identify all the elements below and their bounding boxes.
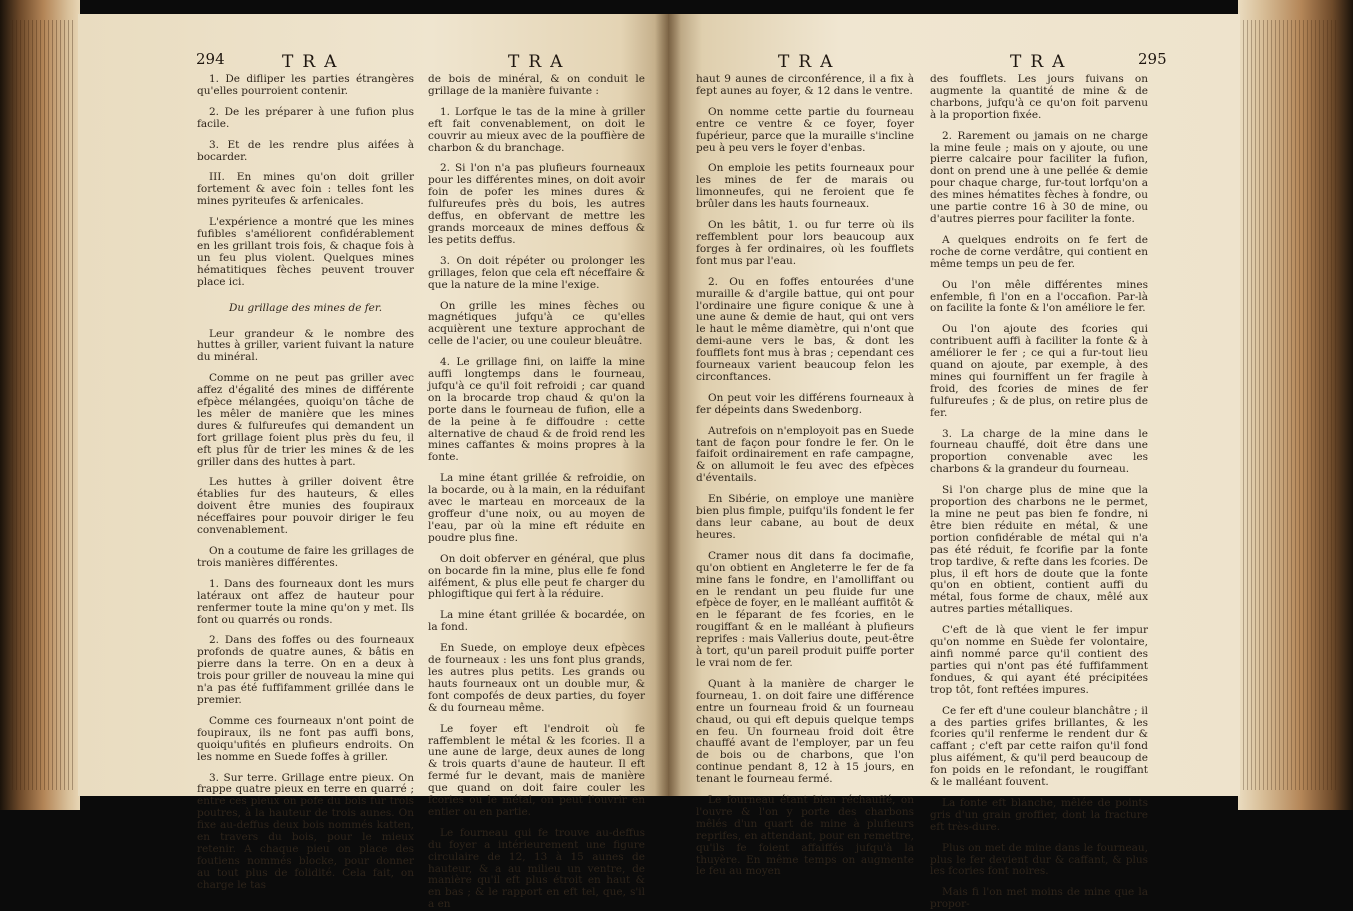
paragraph: Le fourneau qui fe trouve au-deffus du foyer a intérieurement une figure circulaire de 12, 13 à 15 aunes de hauteur, & a au milieu un ventre, de manière qu'il eft plus étroit en haut & en bas ; & le rapport en eft tel, que, s'il a en — [428, 826, 645, 911]
paragraph: C'eft de là que vient le fer impur qu'on nomme en Suède fer volontaire, ainfi nommé parce qu'il contient des parties qui n'ont pas été fuffifamment fondues, & qui ayant été précipitées trop tôt, font reftées impures. — [930, 624, 1148, 696]
right-page-column-1 — [696, 73, 915, 878]
paragraph: Le fourneau étant bien réchauffé, on l'ouvre & l'on y porte des charbons mêlés d'un quart de mine à plufieurs reprifes, en attendant, pour en remettre, qu'ils fe foient affaiffés jufqu'à la thuyère. En même temps on augmente le feu au moyen — [696, 794, 915, 878]
right-page-number: 295 — [1138, 50, 1167, 68]
paragraph: 2. De les préparer à une fufion plus facile. — [197, 105, 414, 130]
section-subheading: Du grillage des mines de fer. — [228, 301, 383, 314]
paragraph: 1. Dans des fourneaux dont les murs latéraux ont affez de hauteur pour renfermer toute la mine qu'on y met. Ils font ou quarrés ou ronds. — [197, 577, 414, 626]
paragraph: La fonte eft blanche, mêlée de points gris d'un grain groffier, dont la fracture eft très-dure. — [930, 796, 1148, 833]
paragraph: des foufflets. Les jours fuivans on augmente la quantité de mine & de charbons, jufqu'à ce qu'on foit parvenu à la proportion fixée. — [930, 73, 1148, 121]
paragraph: 2. Ou en foffes entourées d'une muraille & d'argile battue, qui ont pour l'ordinaire une figure conique & une à une aune & demie de haut, qui ont vers le haut le même diamètre, qui n'ont que demi-aune vers le bas, & dont les foufflets font mus à bras ; cependant ces fourneaux varient beaucoup felon les circonftances. — [696, 275, 914, 383]
right-page-edges — [1238, 0, 1353, 810]
paragraph: On grille les mines fèches ou magnétiques jufqu'à ce qu'elles acquièrent une texture approchant de celle de l'acier, ou une couleur bleuâtre. — [428, 299, 645, 348]
paragraph: En Sibérie, on employe une manière bien plus fimple, puifqu'ils fondent le fer dans leur cabane, au bout de deux heures. — [696, 493, 914, 541]
book-gutter — [655, 14, 681, 796]
paragraph: haut 9 aunes de circonférence, il a fix à fept aunes au foyer, & 12 dans le ventre. — [696, 73, 914, 97]
paragraph: 2. Si l'on n'a pas plufieurs fourneaux pour les différentes mines, on doit avoir foin de pofer les mines dures & fulfureufes près du bois, les autres deffus, en obfervant de mettre les grands morceaux de mines deffous & les petits deffus. — [428, 162, 645, 246]
right-page-column-2 — [930, 73, 1148, 911]
paragraph: On doit obferver en général, que plus on bocarde fin la mine, plus elle fe fond aifément, & plus elle peut fe charger du phlogiftique qui fert à la réduire. — [428, 552, 645, 601]
left-page-column-1 — [197, 73, 414, 891]
paragraph: Si l'on charge plus de mine que la proportion des charbons ne le permet, la mine ne peut pas bien fe fondre, ni être bien réduite en métal, & une portion confidérable de métal qui n'a pas été réduit, fe fcorifie par la fonte trop tardive, & refte dans les fcories. De plus, il eft hors de doute que la fonte qu'on en obtient, contient auffi du métal, fous forme de chaux, mêlé aux autres parties métalliques. — [930, 484, 1148, 616]
paragraph: 1. De difliper les parties étrangères qu'elles pourroient contenir. — [197, 73, 414, 97]
paragraph: de bois de minéral, & on conduit le grillage de la manière fuivante : — [428, 73, 645, 97]
right-running-head-2: TRA — [1010, 52, 1074, 72]
paragraph: On les bâtit, 1. ou fur terre où ils reffemblent pour lors beaucoup aux forges à fer ordinaires, où les foufflets font mus par l'eau. — [696, 219, 914, 267]
paragraph: Comme on ne peut pas griller avec affez d'égalité des mines de différente efpèce mélangées, quoiqu'on tâche de les mêler de manière que les mines dures & fulfureufes qui demandent un fort grillage foient plus près du feu, il eft plus fûr de trier les mines & de les griller dans des huttes à part. — [197, 372, 414, 468]
paragraph: La mine étant grillée & bocardée, on la fond. — [428, 609, 645, 634]
paragraph: En Suede, on employe deux efpèces de fourneaux : les uns font plus grands, les autres plus petits. Les grands ou hauts fourneaux ont un double mur, & font compofés de deux parties, du foyer & du fourneau même. — [428, 642, 645, 714]
paragraph: A quelques endroits on fe fert de roche de corne verdâtre, qui contient en même temps un peu de fer. — [930, 233, 1148, 270]
paragraph: Plus on met de mine dans le fourneau, plus le fer devient dur & caffant, & plus les fcories font noires. — [930, 841, 1148, 878]
paragraph: Quant à la manière de charger le fourneau, 1. on doit faire une différence entre un fourneau froid & un fourneau chaud, ou qui eft depuis quelque temps en feu. Un fourneau froid doit être chauffé avant de l'employer, par un feu de bois ou de charbons, que l'on continue pendant 8, 12 à 15 jours, en tenant le fourneau fermé. — [696, 677, 914, 786]
paragraph: Le foyer eft l'endroit où fe raffemblent le métal & les fcories. Il a une aune de large, deux aunes de long & trois quarts d'aune de hauteur. Il eft fermé fur le devant, mais de manière que quand on doit faire couler les fcories ou le métal, on peut l'ouvrir en entier ou en partie. — [428, 722, 645, 818]
paragraph: Ou l'on ajoute des fcories qui contribuent auffi à faciliter la fonte & à améliorer le fer ; ce qui a fur-tout lieu quand on ajoute, par exemple, à des mines qui fourniffent un fer fragile à froid, des fcories de mines de fer fulfureufes ; & de plus, on retire plus de fer. — [930, 323, 1148, 419]
paragraph: On a coutume de faire les grillages de trois manières différentes. — [197, 545, 414, 569]
paragraph: On emploie les petits fourneaux pour les mines de fer de marais ou limonneufes, qui ne feroient que fe brûler dans les hauts fourneaux. — [696, 162, 914, 211]
right-running-head-1: TRA — [778, 52, 842, 72]
paragraph: Leur grandeur & le nombre des huttes à griller, varient fuivant la nature du minéral. — [197, 327, 414, 364]
left-page-number: 294 — [196, 50, 225, 68]
paragraph: 4. Le grillage fini, on laiffe la mine auffi longtemps dans le fourneau, jufqu'à ce qu'il foit refroidi ; car quand on la brocarde trop chaud & qu'on la porte dans le fourneau de fufion, elle a de la peine à fe diffoudre : cette alternative de chaud & de froid rend les mines caffantes & moins propres à la fonte. — [428, 356, 645, 464]
paragraph: 1. Lorfque le tas de la mine à griller eft fait convenablement, on doit le couvrir au mieux avec de la pouffière de charbon & du branchage. — [428, 105, 645, 154]
paragraph: On peut voir les différens fourneaux à fer dépeints dans Swedenborg. — [696, 391, 914, 416]
left-page-column-2 — [428, 73, 645, 911]
paragraph: Autrefois on n'employoit pas en Suede tant de façon pour fondre le fer. On le faifoit ordinairement en rafe campagne, & on allumoit le feu avec des efpèces d'éventails. — [696, 424, 914, 485]
paragraph: Cramer nous dit dans fa docimafie, qu'on obtient en Angleterre le fer de fa mine fans le fondre, en l'amolliffant ou en le rendant un peu fluide fur une efpèce de foyer, en le malléant auffitôt & en le féparant de fes fcories, en le rougiffant & en le malléant à plufieurs reprifes : mais Vallerius doute, peut-être à tort, qu'un pareil produit puiffe porter le vrai nom de fer. — [696, 549, 914, 669]
paragraph: 3. On doit répéter ou prolonger les grillages, felon que cela eft néceffaire & que la nature de la mine l'exige. — [428, 254, 645, 291]
paragraph: 3. La charge de la mine dans le fourneau chauffé, doit être dans une proportion convenable avec les charbons & la grandeur du fourneau. — [930, 427, 1148, 476]
paragraph: 2. Dans des foffes ou des fourneaux profonds de quatre aunes, & bâtis en pierre dans la terre. On en a deux à trois pour griller de nouveau la mine qui n'a pas été fuffifamment grillée dans le premier. — [197, 634, 414, 706]
left-running-head-1: TRA — [282, 52, 346, 72]
left-page-edges — [0, 0, 80, 810]
paragraph: Comme ces fourneaux n'ont point de foupiraux, ils ne font pas auffi bons, quoiqu'ufités en plufieurs endroits. On les nomme en Suede foffes à griller. — [197, 714, 414, 763]
paragraph: On nomme cette partie du fourneau entre ce ventre & ce foyer, foyer fupérieur, parce que la muraille s'incline peu à peu vers le foyer d'enbas. — [696, 105, 914, 154]
paragraph: III. En mines qu'on doit griller fortement & avec foin : telles font les mines pyriteufes & arfenicales. — [197, 171, 414, 208]
paragraph: 3. Sur terre. Grillage entre pieux. On frappe quatre pieux en terre en quarré ; entre ces pieux on pofe du bois fur trois poutres, à la hauteur de trois aunes. On fixe au-deffus deux bois nommés katten, en travers du bois, pour le mieux retenir. A chaque pieu on place des foutiens nommés blocke, pour donner au tout plus de folidité. Cela fait, on charge le tas — [197, 771, 414, 891]
paragraph: Les huttes à griller doivent être établies fur des hauteurs, & elles doivent être munies des foupiraux néceffaires pour pouvoir diriger le feu convenablement. — [197, 476, 414, 537]
paragraph: L'expérience a montré que les mines fufibles s'améliorent confidérablement en les grillant trois fois, & chaque fois à un feu plus violent. Quelques mines hématitiques fèches peuvent trouver place ici. — [197, 216, 414, 288]
paragraph: Mais fi l'on met moins de mine que la propor- — [930, 886, 1148, 911]
paragraph: La mine étant grillée & refroidie, on la bocarde, ou à la main, en la réduifant avec le marteau en morceaux de la groffeur d'une noix, ou au moyen de l'eau, par où la mine eft réduite en poudre plus fine. — [428, 472, 645, 544]
left-running-head-2: TRA — [508, 52, 572, 72]
paragraph: Ou l'on mêle différentes mines enfemble, fi l'on en a l'occafion. Par-là on facilite la fonte & l'on améliore le fer. — [930, 278, 1148, 315]
paragraph: 2. Rarement ou jamais on ne charge la mine feule ; mais on y ajoute, ou une pierre calcaire pour faciliter la fufion, dont on prend une à une pellée & demie pour chaque charge, fur-tout lorfqu'on a des mines hématites fèches à fondre, ou une partie contre 16 à 30 de mine, ou d'autres pierres pour faciliter la fonte. — [930, 129, 1148, 225]
paragraph: 3. Et de les rendre plus aifées à bocarder. — [197, 138, 414, 163]
paragraph: Ce fer eft d'une couleur blanchâtre ; il a des parties grifes brillantes, & les fcories qu'il renferme le rendent dur & caffant ; c'eft par cette raifon qu'il fond plus aifément, & qu'il perd beaucoup de fon poids en le refondant, le rougiffant & le malléant fouvent. — [930, 704, 1148, 789]
